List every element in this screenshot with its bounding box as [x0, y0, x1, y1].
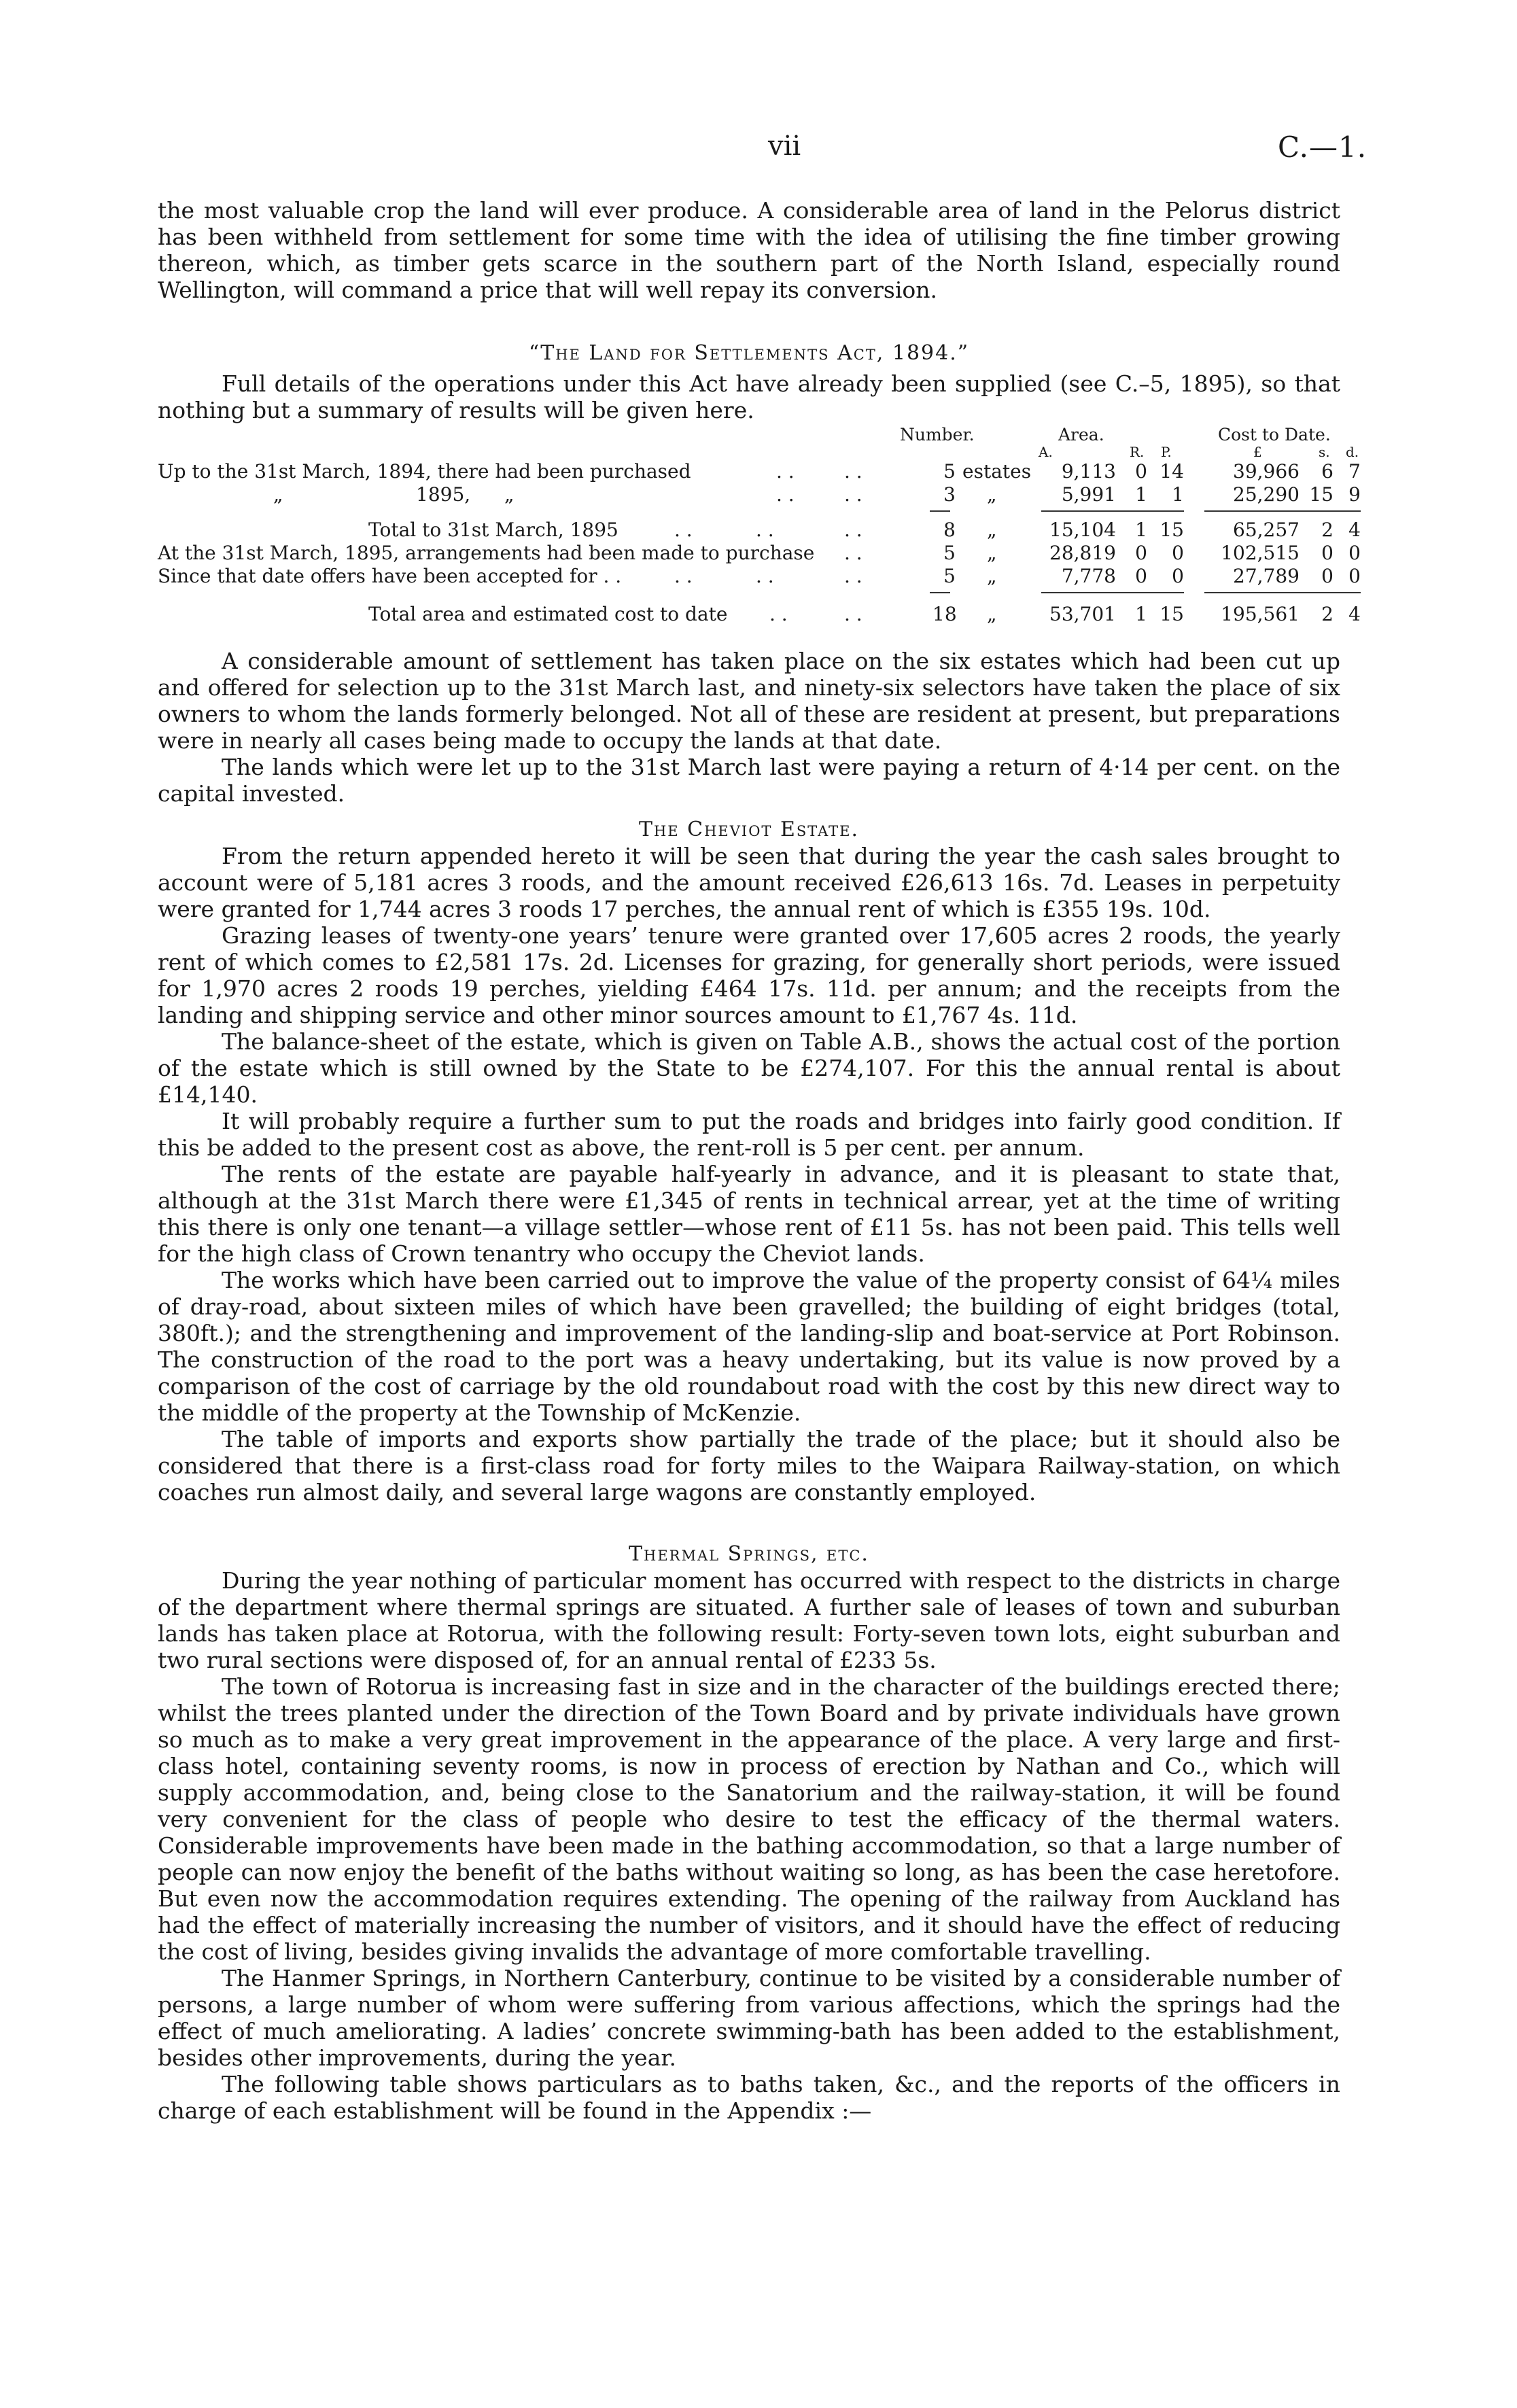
row-pounds: 39,966 — [1233, 460, 1300, 483]
col-header-cost: Cost to Date. — [1218, 425, 1331, 444]
row-acres: 15,104 — [1049, 519, 1116, 541]
row-number: 5 — [943, 542, 956, 564]
row-pounds: 25,290 — [1233, 483, 1300, 506]
col-header-number: Number. — [900, 425, 975, 444]
leader-dots: . . — [844, 565, 862, 587]
leader-dots: . . — [844, 460, 862, 483]
row-shillings: 6 — [1321, 460, 1333, 483]
row-pounds: 195,561 — [1221, 603, 1300, 625]
thermal-paragraph: The Hanmer Springs, in Northern Canterbury, continue to be visited by a considerable number of persons, a large number of whom were suffering from various affections, which the springs had the effect of much ameliorating. A ladies’ concrete swimming-bath has been added to the establishment, besides other improvements, during the year. — [158, 1965, 1340, 2071]
subheader-pounds: £ — [1253, 444, 1262, 460]
row-shillings: 0 — [1321, 565, 1333, 587]
leader-dots: . . — [756, 565, 774, 587]
sum-rule — [930, 592, 950, 593]
leader-dots: . . — [674, 519, 693, 541]
row-pounds: 102,515 — [1221, 542, 1300, 564]
sum-rule — [1204, 592, 1361, 593]
sum-rule — [930, 510, 950, 512]
row-acres: 28,819 — [1049, 542, 1116, 564]
row-roods: 0 — [1135, 542, 1147, 564]
row-number: 8 — [943, 519, 956, 541]
row-unit: „ — [987, 565, 997, 587]
row-perches: 0 — [1172, 542, 1184, 564]
row-perches: 15 — [1159, 519, 1184, 541]
row-perches: 0 — [1172, 565, 1184, 587]
row-number: 18 — [932, 603, 957, 625]
section-heading-thermal: Thermal Springs, etc. — [629, 1542, 869, 1566]
row-shillings: 2 — [1321, 603, 1333, 625]
row-ditto-mark: „ — [273, 483, 283, 506]
leader-dots: . . — [844, 542, 862, 564]
leader-dots: . . — [844, 519, 862, 541]
row-label: Since that date offers have been accepted for . . — [158, 565, 622, 587]
leader-dots: . . — [674, 565, 693, 587]
table-row — [158, 542, 1361, 565]
row-number: 5 — [943, 565, 956, 587]
row-perches: 14 — [1159, 460, 1184, 483]
subheader-roods: R. — [1130, 444, 1145, 460]
row-pounds: 65,257 — [1233, 519, 1300, 541]
row-perches: 15 — [1159, 603, 1184, 625]
row-acres: 5,991 — [1061, 483, 1116, 506]
subheader-pence: d. — [1346, 444, 1359, 460]
row-number: 3 — [943, 483, 956, 506]
row-label: 1895, — [416, 483, 471, 506]
row-label: At the 31st March, 1895, arrangements had been made to purchase — [158, 542, 815, 564]
row-pence: 7 — [1348, 460, 1361, 483]
land-act-paragraph: Full details of the operations under this Act have already been supplied (see C.–5, 1895), so that nothing but a summary of results will be given here. — [158, 370, 1340, 423]
row-shillings: 0 — [1321, 542, 1333, 564]
row-roods: 0 — [1135, 565, 1147, 587]
row-acres: 7,778 — [1061, 565, 1116, 587]
row-roods: 1 — [1135, 603, 1147, 625]
subheader-shillings: s. — [1319, 444, 1330, 460]
page-number: vii — [768, 130, 801, 162]
cheviot-paragraph: The rents of the estate are payable half-yearly in advance, and it is pleasant to state that, although at the 31st March there were £1,345 of rents in technical arrear, yet at the time of writing this there is only one tenant—a village settler—whose rent of £11 5s. has not been paid. This tells well for the high class of Crown tenantry who occupy the Cheviot lands. — [158, 1161, 1340, 1267]
row-shillings: 15 — [1309, 483, 1333, 506]
row-perches: 1 — [1172, 483, 1184, 506]
section-heading-land-act: “The Land for Settlements Act, 1894.” — [528, 341, 970, 365]
leader-dots: . . — [769, 603, 788, 625]
sum-rule — [1041, 510, 1184, 512]
table-row — [158, 603, 1361, 626]
leader-dots: . . — [756, 519, 774, 541]
leader-dots: . . — [776, 460, 795, 483]
row-pence: 4 — [1348, 603, 1361, 625]
row-unit: „ — [987, 603, 997, 625]
row-roods: 1 — [1135, 519, 1147, 541]
section-heading-cheviot: The Cheviot Estate. — [638, 818, 860, 841]
sum-rule — [1041, 592, 1184, 593]
row-unit: „ — [987, 519, 997, 541]
leader-dots: . . — [776, 483, 795, 506]
cheviot-paragraph: The balance-sheet of the estate, which is given on Table A.B., shows the actual cost of the portion of the estate which is still owned by the State to be £274,107. For this the annual rental is about £14,140. — [158, 1028, 1340, 1108]
land-paragraph: The lands which were let up to the 31st March last were paying a return of 4·14 per cent. on the capital invested. — [158, 754, 1340, 807]
table-row — [158, 460, 1361, 483]
row-unit: estates — [962, 460, 1032, 483]
row-label: Total area and estimated cost to date — [368, 603, 728, 625]
row-unit: „ — [987, 542, 997, 564]
row-acres: 53,701 — [1049, 603, 1116, 625]
intro-paragraph: the most valuable crop the land will ever produce. A considerable area of land in the Pelorus district has been withheld from settlement for some time with the idea of utilising the fine timber growing thereon, which, as timber gets scarce in the southern part of the North Island, especially round Wellington, will command a price that will well repay its conversion. — [158, 197, 1340, 303]
subheader-perches: P. — [1161, 444, 1172, 460]
cheviot-paragraph: The works which have been carried out to improve the value of the property consist of 64¼ miles of dray-road, about sixteen miles of which have been gravelled; the building of eight bridges (total, 380ft.); and the strengthening and improvement of the landing-slip and boat-service at Port Robinson. The construction of the road to the port was a heavy undertaking, but its value is now proved by a comparison of the cost of carriage by the old roundabout road with the cost by this new direct way to the middle of the property at the Township of McKenzie. — [158, 1267, 1340, 1426]
subheader-acres: A. — [1039, 444, 1053, 460]
document-body — [158, 197, 1361, 2124]
cheviot-paragraph: The table of imports and exports show partially the trade of the place; but it should also be considered that there is a first-class road for forty miles to the Waipara Railway-station, on which coaches run almost daily, and several large wagons are constantly employed. — [158, 1426, 1340, 1505]
leader-dots: . . — [844, 483, 862, 506]
table-row — [158, 483, 1361, 506]
thermal-paragraph: The town of Rotorua is increasing fast in size and in the character of the buildings erected there; whilst the trees planted under the direction of the Town Board and by private individuals have grown so much as to make a very great improvement in the appearance of the place. A very large and first-class hotel, containing seventy rooms, is now in process of erection by Nathan and Co., which will supply accommodation, and, being close to the Sanatorium and the railway-station, it will be found very convenient for the class of people who desire to test the efficacy of the thermal waters. Considerable improvements have been made in the bathing accommodation, so that a large number of people can now enjoy the benefit of the baths without waiting so long, as has been the case heretofore. But even now the accommodation requires extending. The opening of the railway from Auckland has had the effect of materially increasing the number of visitors, and it should have the effect of reducing the cost of living, besides giving invalids the advantage of more comfortable travelling. — [158, 1673, 1340, 1965]
cheviot-paragraph: It will probably require a further sum to put the roads and bridges into fairly good condition. If this be added to the present cost as above, the rent-roll is 5 per cent. per annum. — [158, 1108, 1340, 1161]
sum-rule — [1204, 510, 1361, 512]
row-acres: 9,113 — [1061, 460, 1116, 483]
row-number: 5 — [943, 460, 956, 483]
col-header-area: Area. — [1058, 425, 1104, 444]
cheviot-paragraph: From the return appended hereto it will be seen that during the year the cash sales brought to account were of 5,181 acres 3 roods, and the amount received £26,613 16s. 7d. Leases in perpetuity were granted for 1,744 acres 3 roods 17 perches, the annual rent of which is £355 19s. 10d. — [158, 843, 1340, 922]
row-unit: „ — [987, 483, 997, 506]
row-label: Up to the 31st March, 1894, there had been purchased — [158, 460, 691, 483]
summary-table — [158, 423, 1361, 668]
document-code: C.—1. — [1278, 130, 1367, 164]
thermal-paragraph: The following table shows particulars as to baths taken, &c., and the reports of the officers in charge of each establishment will be found in the Appendix :— — [158, 2071, 1340, 2124]
leader-dots: . . — [844, 603, 862, 625]
row-pence: 0 — [1348, 565, 1361, 587]
table-row — [158, 565, 1361, 588]
row-ditto-mark: „ — [504, 483, 515, 506]
row-shillings: 2 — [1321, 519, 1333, 541]
thermal-paragraph: During the year nothing of particular moment has occurred with respect to the districts in charge of the department where thermal springs are situated. A further sale of leases of town and suburban lands has taken place at Rotorua, with the following result: Forty-seven town lots, eight suburban and two rural sections were disposed of, for an annual rental of £233 5s. — [158, 1567, 1340, 1673]
cheviot-paragraph: Grazing leases of twenty-one years’ tenure were granted over 17,605 acres 2 roods, the yearly rent of which comes to £2,581 17s. 2d. Licenses for grazing, for generally short periods, were issued for 1,970 acres 2 roods 19 perches, yielding £464 17s. 11d. per annum; and the receipts from the landing and shipping service and other minor sources amount to £1,767 4s. 11d. — [158, 922, 1340, 1028]
row-roods: 0 — [1135, 460, 1147, 483]
row-label: Total to 31st March, 1895 — [368, 519, 618, 541]
table-row — [158, 519, 1361, 542]
row-roods: 1 — [1135, 483, 1147, 506]
row-pounds: 27,789 — [1233, 565, 1300, 587]
land-paragraph: A considerable amount of settlement has taken place on the six estates which had been cut up and offered for selection up to the 31st March last, and ninety-six selectors have taken the place of six owners to whom the lands formerly belonged. Not all of these are resident at present, but preparations were in nearly all cases being made to occupy the lands at that date. — [158, 648, 1340, 754]
row-pence: 9 — [1348, 483, 1361, 506]
row-pence: 4 — [1348, 519, 1361, 541]
row-pence: 0 — [1348, 542, 1361, 564]
